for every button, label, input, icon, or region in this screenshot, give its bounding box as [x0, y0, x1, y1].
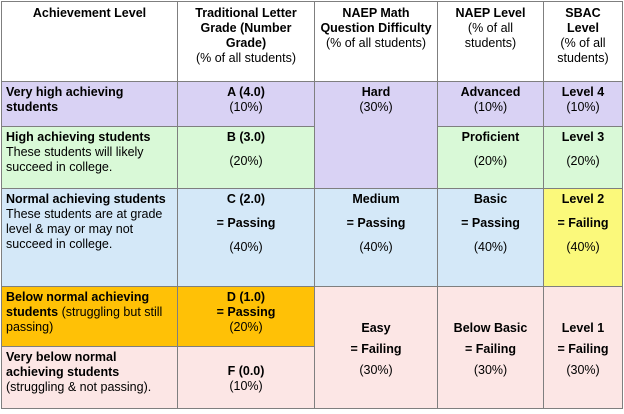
header-sbac-level: SBAC Level (% of all students): [544, 2, 623, 82]
below-grade-cell: D (1.0) = Passing (20%): [178, 287, 315, 347]
row-high: [2, 127, 623, 189]
below-title-cell: Below normal achieving students (struggling but still passing): [2, 287, 178, 347]
high-title-cell: High achieving students These students will likely succeed in college.: [2, 127, 178, 189]
header-naep-math: NAEP Math Question Difficulty (% of all students): [315, 2, 438, 82]
basic-naep-level-cell: Basic = Passing (40%): [438, 189, 544, 287]
level1-sbac-cell: Level 1 = Failing (30%): [544, 287, 623, 409]
below-basic-naep-level-cell: Below Basic = Failing (30%): [438, 287, 544, 409]
very-high-sbac-cell: Level 4 (10%): [544, 82, 623, 127]
high-grade-cell: B (3.0) (20%): [178, 127, 315, 189]
normal-grade-cell: C (2.0) = Passing (40%): [178, 189, 315, 287]
header-naep-level: NAEP Level (% of all students): [438, 2, 544, 82]
achievement-levels-table: [1, 1, 623, 409]
header-letter-grade: Traditional Letter Grade (Number Grade) (% of all students): [178, 2, 315, 82]
very-below-grade-cell: F (0.0) (10%): [178, 347, 315, 409]
normal-title-cell: Normal achieving students These students are at grade level & may or may not succeed in college.: [2, 189, 178, 287]
very-high-grade-cell: A (4.0) (10%): [178, 82, 315, 127]
high-sbac-cell: Level 3 (20%): [544, 127, 623, 189]
header-row: [2, 2, 623, 82]
level2-sbac-cell: Level 2 = Failing (40%): [544, 189, 623, 287]
high-naep-level-cell: Proficient (20%): [438, 127, 544, 189]
very-high-title-cell: Very high achieving students: [2, 82, 178, 127]
hard-math-cell: Hard (30%): [315, 82, 438, 189]
row-below-normal: [2, 287, 623, 347]
row-very-high: [2, 82, 623, 127]
very-below-title-cell: Very below normal achieving students (struggling & not passing).: [2, 347, 178, 409]
header-achievement-level: Achievement Level: [2, 2, 178, 82]
very-high-naep-level-cell: Advanced (10%): [438, 82, 544, 127]
easy-math-cell: Easy = Failing (30%): [315, 287, 438, 409]
row-normal: [2, 189, 623, 287]
medium-math-cell: Medium = Passing (40%): [315, 189, 438, 287]
